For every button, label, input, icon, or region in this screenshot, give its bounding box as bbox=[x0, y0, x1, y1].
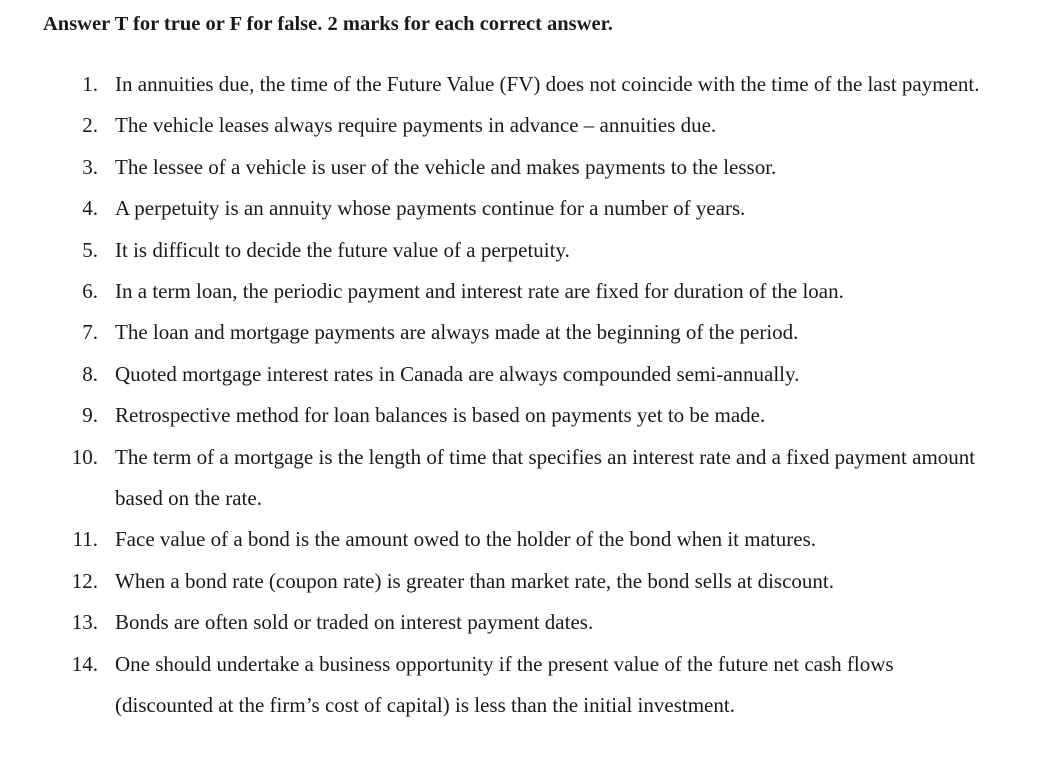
question-item bbox=[0, 312, 1043, 353]
instructions-heading: Answer T for true or F for false. 2 marks for each correct answer. bbox=[43, 13, 613, 35]
question-text: The lessee of a vehicle is user of the vehicle and makes payments to the lessor. bbox=[115, 154, 777, 179]
question-text: When a bond rate (coupon rate) is greater than market rate, the bond sells at discount. bbox=[115, 568, 834, 593]
question-item bbox=[0, 644, 1043, 727]
question-number: 1. bbox=[82, 72, 98, 96]
question-text: It is difficult to decide the future value of a perpetuity. bbox=[115, 237, 570, 262]
question-item bbox=[0, 354, 1043, 395]
question-number: 13. bbox=[71, 610, 98, 635]
question-text: The loan and mortgage payments are always made at the beginning of the period. bbox=[115, 320, 799, 345]
question-text: The vehicle leases always require payments in advance – annuities due. bbox=[115, 113, 717, 138]
question-text: Bonds are often sold or traded on interest payment dates. bbox=[115, 610, 594, 635]
question-number: 3. bbox=[82, 154, 98, 179]
question-item bbox=[0, 188, 1043, 229]
question-item bbox=[0, 561, 1043, 602]
question-item bbox=[0, 437, 1043, 520]
question-text: In annuities due, the time of the Future Value (FV) does not coincide with the time of the last payment. bbox=[115, 72, 980, 96]
question-item bbox=[0, 105, 1043, 146]
question-number: 14. bbox=[71, 651, 98, 676]
question-text: Quoted mortgage interest rates in Canada are always compounded semi-annually. bbox=[115, 361, 800, 386]
question-number: 6. bbox=[82, 279, 98, 304]
question-list bbox=[0, 64, 1043, 727]
question-number: 8. bbox=[82, 361, 98, 386]
question-item bbox=[0, 64, 1043, 105]
question-text: A perpetuity is an annuity whose payments continue for a number of years. bbox=[115, 196, 746, 221]
question-text: Retrospective method for loan balances is based on payments yet to be made. bbox=[115, 403, 766, 428]
question-text: One should undertake a business opportunity if the present value of the future net cash flows (discounted at the firm’s cost of capital) is less than the initial investment. bbox=[115, 651, 894, 718]
question-item bbox=[0, 395, 1043, 436]
question-number: 5. bbox=[82, 237, 98, 262]
question-item bbox=[0, 519, 1043, 560]
question-text: In a term loan, the periodic payment and interest rate are fixed for duration of the loan. bbox=[115, 279, 844, 304]
question-number: 7. bbox=[82, 320, 98, 345]
question-number: 2. bbox=[82, 113, 98, 138]
question-text: The term of a mortgage is the length of time that specifies an interest rate and a fixed payment amount based on the rate. bbox=[115, 444, 976, 511]
question-number: 4. bbox=[82, 196, 98, 221]
question-item bbox=[0, 230, 1043, 271]
question-item bbox=[0, 147, 1043, 188]
question-text: Face value of a bond is the amount owed to the holder of the bond when it matures. bbox=[115, 527, 816, 552]
question-item bbox=[0, 602, 1043, 643]
question-number: 11. bbox=[72, 527, 98, 552]
question-number: 10. bbox=[71, 444, 98, 469]
question-number: 9. bbox=[82, 403, 98, 428]
question-number: 12. bbox=[71, 568, 98, 593]
question-item bbox=[0, 271, 1043, 312]
